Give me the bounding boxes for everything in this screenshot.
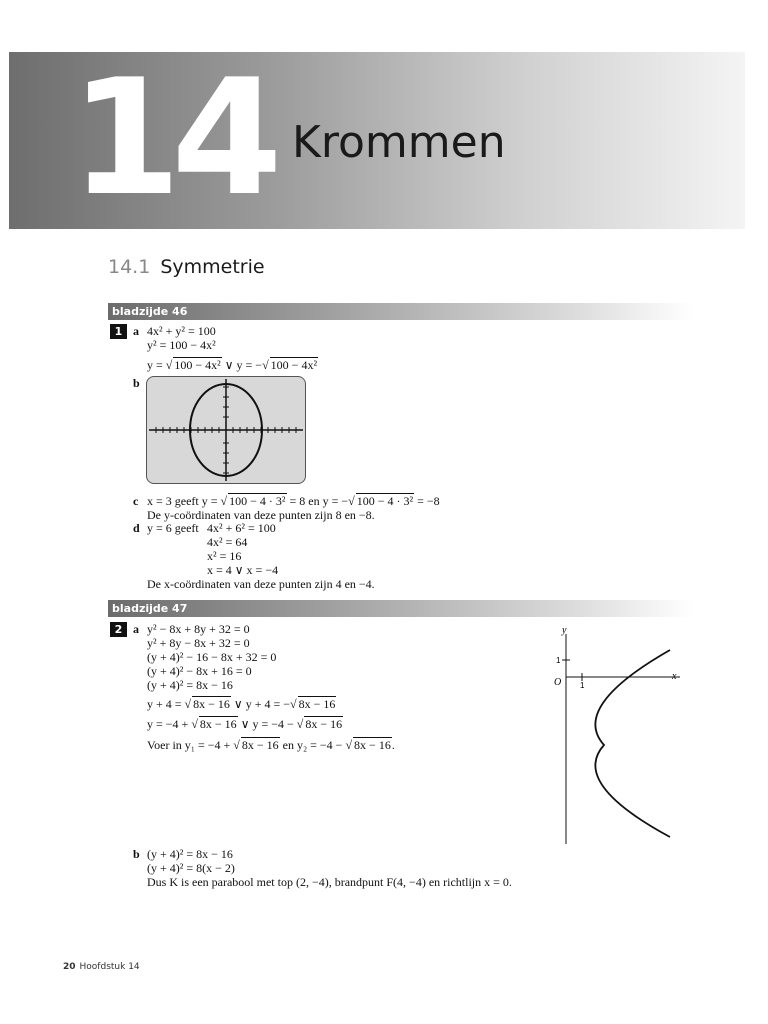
ex1-d-line2: 4x² = 64 (207, 535, 248, 549)
x-axis-label: x (672, 671, 677, 682)
ex1-a-line1: 4x² + y² = 100 (147, 324, 216, 338)
x-tick-label: 1 (580, 681, 585, 690)
exercise-2-number: 2 (110, 622, 127, 637)
ex2-a-line3: (y + 4)² − 16 − 8x + 32 = 0 (147, 650, 277, 664)
ex1-d-line1b: 4x² + 6² = 100 (207, 521, 276, 535)
page-bar-46: bladzijde 46 (108, 303, 693, 320)
ex1-part-a-label: a (133, 324, 139, 338)
ex2-a-line7: y = −4 + √ 8x − 16 ∨ y = −4 − √ 8x − 16 (147, 717, 343, 731)
footer-chapter: Hoofdstuk 14 (79, 962, 140, 972)
ex1-d-line3: x² = 16 (207, 549, 242, 563)
ex1-d-line4: x = 4 ∨ x = −4 (207, 563, 279, 577)
sqrt-term: 100 − 4 · 3² (229, 494, 286, 508)
ex2-a-line6: y + 4 = √ 8x − 16 ∨ y + 4 = −√ 8x − 16 (147, 697, 336, 711)
ex1-c-line1: x = 3 geeft y = √ 100 − 4 · 3² = 8 en y = −√ 100 − 4 · 3² = −8 (147, 494, 440, 508)
section-heading (108, 256, 265, 278)
calculator-screen (146, 376, 306, 484)
section-title: Symmetrie (160, 256, 265, 278)
ex1-a-line3: y = √ 100 − 4x² ∨ y = −√ 100 − 4x² (147, 358, 318, 372)
text: ∨ y + 4 = − (230, 697, 291, 711)
sqrt-term: 8x − 16 (193, 697, 230, 711)
chapter-title: Krommen (292, 117, 506, 168)
ex2-a-line4: (y + 4)² − 8x + 16 = 0 (147, 664, 252, 678)
page-footer (63, 962, 140, 972)
sqrt-term: 8x − 16 (241, 738, 279, 752)
page-number: 20 (63, 962, 76, 972)
ex1-a-line2: y² = 100 − 4x² (147, 338, 216, 352)
text: x = 3 geeft y = (147, 494, 221, 508)
ex2-part-b-label: b (133, 847, 140, 861)
ex2-b-line2: (y + 4)² = 8(x − 2) (147, 861, 235, 875)
ex2-a-line5: (y + 4)² = 8x − 16 (147, 678, 233, 692)
sqrt-term: 100 − 4x² (270, 358, 318, 372)
sqrt-term: 8x − 16 (305, 717, 343, 731)
ex2-a-line8: Voer in y₁ = −4 + √ 8x − 16 en y₂ = −4 − √ 8x − 16. (147, 738, 395, 752)
y-tick-label: 1 (556, 656, 561, 665)
text: en y₂ = −4 − (279, 738, 346, 752)
text: ∨ y = − (221, 358, 263, 372)
text: ∨ y = −4 − (237, 717, 297, 731)
sqrt-term: 100 − 4x² (174, 358, 221, 372)
y-axis-label: y (562, 625, 567, 636)
text: = −8 (414, 494, 440, 508)
text: Voer in y₁ = −4 + (147, 738, 234, 752)
text: = 8 en y = − (286, 494, 349, 508)
text: y + 4 = (147, 697, 185, 711)
sqrt-term: 100 − 4 · 3² (356, 494, 414, 508)
text: y = (147, 358, 166, 372)
ex2-part-a-label: a (133, 622, 139, 636)
ex2-a-line1: y² − 8x + 8y + 32 = 0 (147, 622, 250, 636)
ex1-d-line1a: y = 6 geeft (147, 521, 199, 535)
ex1-d-line5: De x-coördinaten van deze punten zijn 4 en −4. (147, 577, 375, 591)
ex2-b-line1: (y + 4)² = 8x − 16 (147, 847, 233, 861)
ex2-a-line2: y² + 8y − 8x + 32 = 0 (147, 636, 250, 650)
ex2-b-line3: Dus K is een parabool met top (2, −4), brandpunt F(4, −4) en richtlijn x = 0. (147, 875, 512, 889)
exercise-1-number: 1 (110, 324, 127, 339)
ex1-part-d-label: d (133, 521, 140, 535)
sqrt-term: 8x − 16 (199, 717, 237, 731)
ex1-c-line2: De y-coördinaten van deze punten zijn 8 en −8. (147, 508, 375, 522)
text: . (391, 738, 395, 752)
page-bar-47: bladzijde 47 (108, 600, 693, 617)
parabola-graph (540, 622, 690, 847)
sqrt-term: 8x − 16 (298, 697, 336, 711)
sqrt-term: 8x − 16 (354, 738, 391, 752)
text: y = −4 + (147, 717, 192, 731)
section-number: 14.1 (108, 256, 151, 278)
ex1-part-b-label: b (133, 376, 140, 390)
ex1-part-c-label: c (133, 494, 139, 508)
ellipse-plot (147, 377, 305, 483)
origin-label: O (554, 677, 562, 688)
chapter-number: 14 (70, 44, 273, 231)
